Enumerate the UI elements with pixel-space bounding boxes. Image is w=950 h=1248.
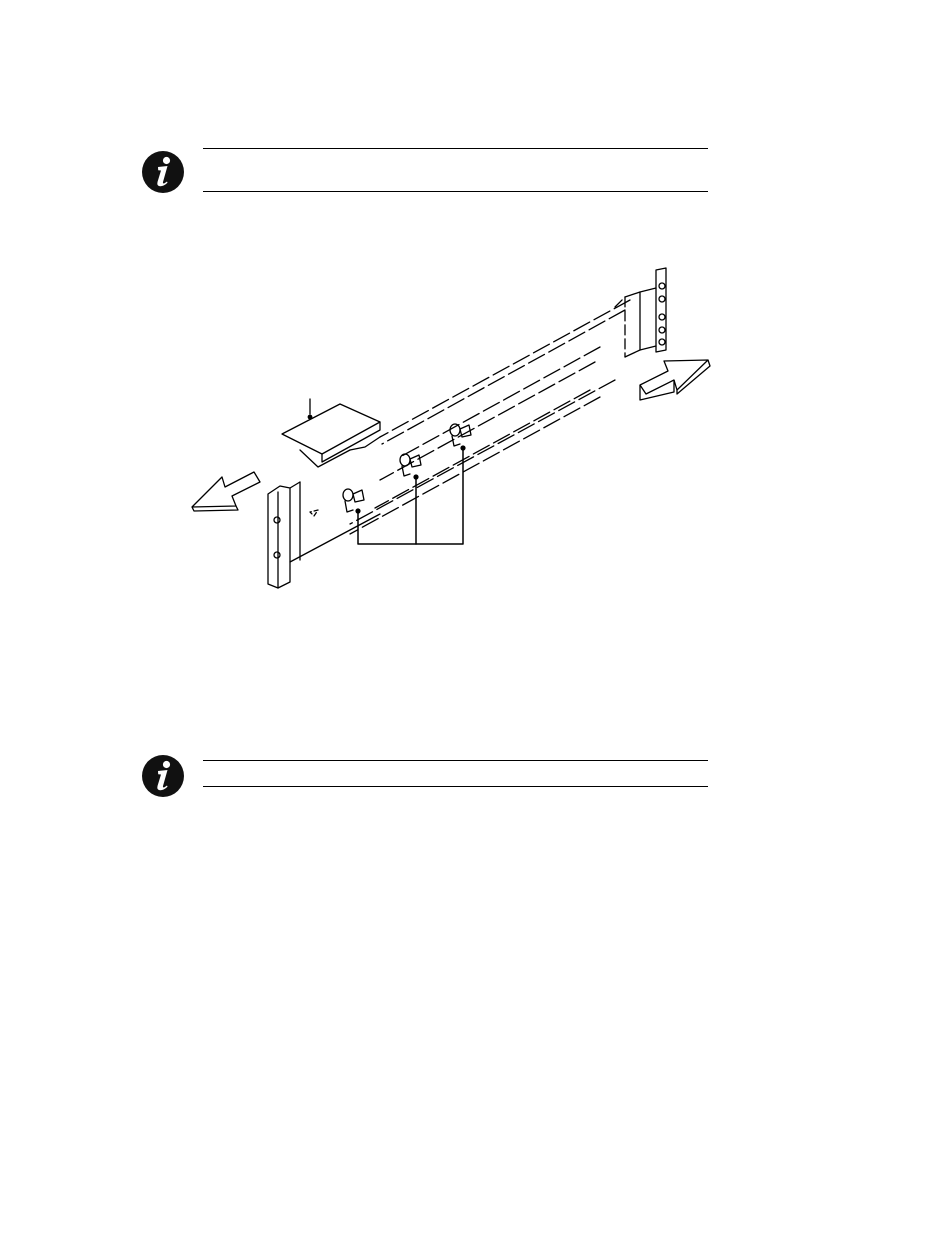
- rail-body: [350, 300, 630, 534]
- extend-left-arrow: [192, 472, 260, 511]
- note-bottom-rule: [203, 191, 708, 192]
- note-bottom-rule: [203, 786, 708, 787]
- rail-assembly-drawing: [170, 262, 730, 592]
- rail-rear-bracket: [615, 268, 666, 357]
- info-icon: [141, 754, 185, 798]
- support-ledge: [282, 404, 380, 467]
- note-top-rule: [203, 760, 708, 761]
- info-icon: [141, 150, 185, 194]
- extend-right-arrow: [640, 360, 710, 400]
- rail-assembly-figure: [170, 262, 730, 592]
- note-top-rule: [203, 148, 708, 149]
